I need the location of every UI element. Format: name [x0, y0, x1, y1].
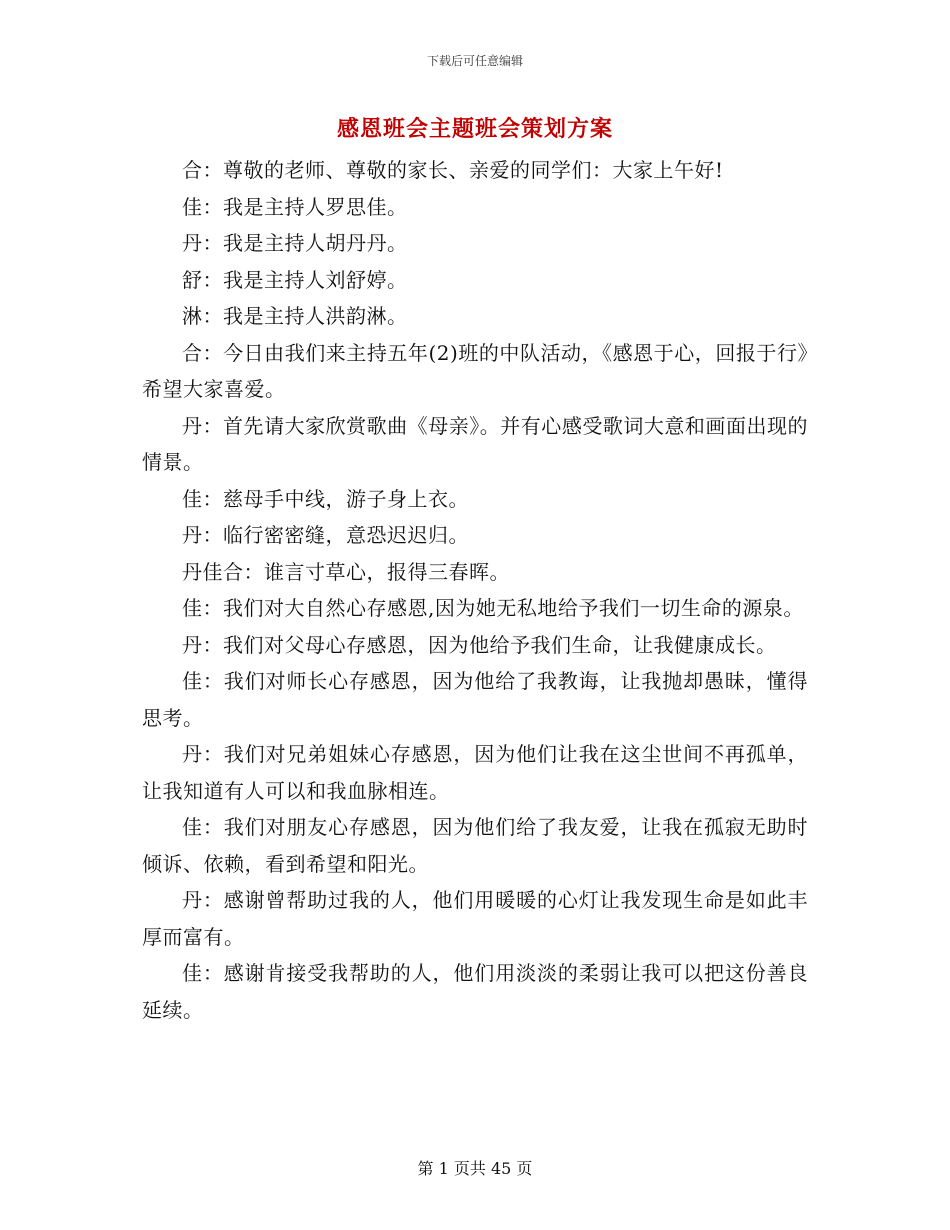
paragraph: 合：尊敬的老师、尊敬的家长、亲爱的同学们：大家上午好! [182, 158, 724, 182]
page-header: 下载后可任意编辑 [426, 54, 523, 68]
paragraph: 淋：我是主持人洪韵淋。 [182, 304, 408, 328]
paragraph: 舒：我是主持人刘舒婷。 [182, 267, 408, 292]
paragraph: 丹：感谢曾帮助过我的人，他们用暖暖的心灯让我发现生命是如此丰厚而富有。 [142, 888, 808, 949]
paragraph: 佳：我们对朋友心存感恩，因为他们给了我友爱，让我在孤寂无助时倾诉、依赖，看到希望和阳光。 [142, 815, 808, 876]
paragraph: 丹：我们对兄弟姐妹心存感恩，因为他们让我在这尘世间不再孤单，让我知道有人可以和我血脉相连。 [142, 742, 808, 803]
paragraph: 丹：临行密密缝，意恐迟迟归。 [182, 523, 469, 547]
paragraph: 佳：慈母手中线，游子身上衣。 [182, 486, 469, 511]
paragraph: 佳：我们对大自然心存感恩,因为她无私地给予我们一切生命的源泉。 [182, 596, 804, 620]
paragraph: 佳：感谢肯接受我帮助的人，他们用淡淡的柔弱让我可以把这份善良延续。 [142, 961, 808, 1022]
paragraph: 丹：我是主持人胡丹丹。 [182, 231, 408, 255]
paragraph: 佳：我们对师长心存感恩，因为他给了我教诲，让我抛却愚昧，懂得思考。 [142, 669, 808, 730]
document-title: 感恩班会主题班会策划方案 [336, 116, 613, 142]
page-number: 第 1 页共 45 页 [417, 1159, 533, 1178]
paragraph: 合：今日由我们来主持五年(2)班的中队活动，《感恩于心，回报于行》希望大家喜爱。 [142, 340, 808, 401]
document-body [142, 152, 808, 1028]
paragraph: 丹：首先请大家欣赏歌曲《母亲》。并有心感受歌词大意和画面出现的情景。 [142, 413, 808, 474]
paragraph: 丹：我们对父母心存感恩，因为他给予我们生命，让我健康成长。 [182, 632, 777, 657]
paragraph: 佳：我是主持人罗思佳。 [182, 194, 408, 219]
paragraph: 丹佳合：谁言寸草心，报得三春晖。 [182, 559, 510, 584]
